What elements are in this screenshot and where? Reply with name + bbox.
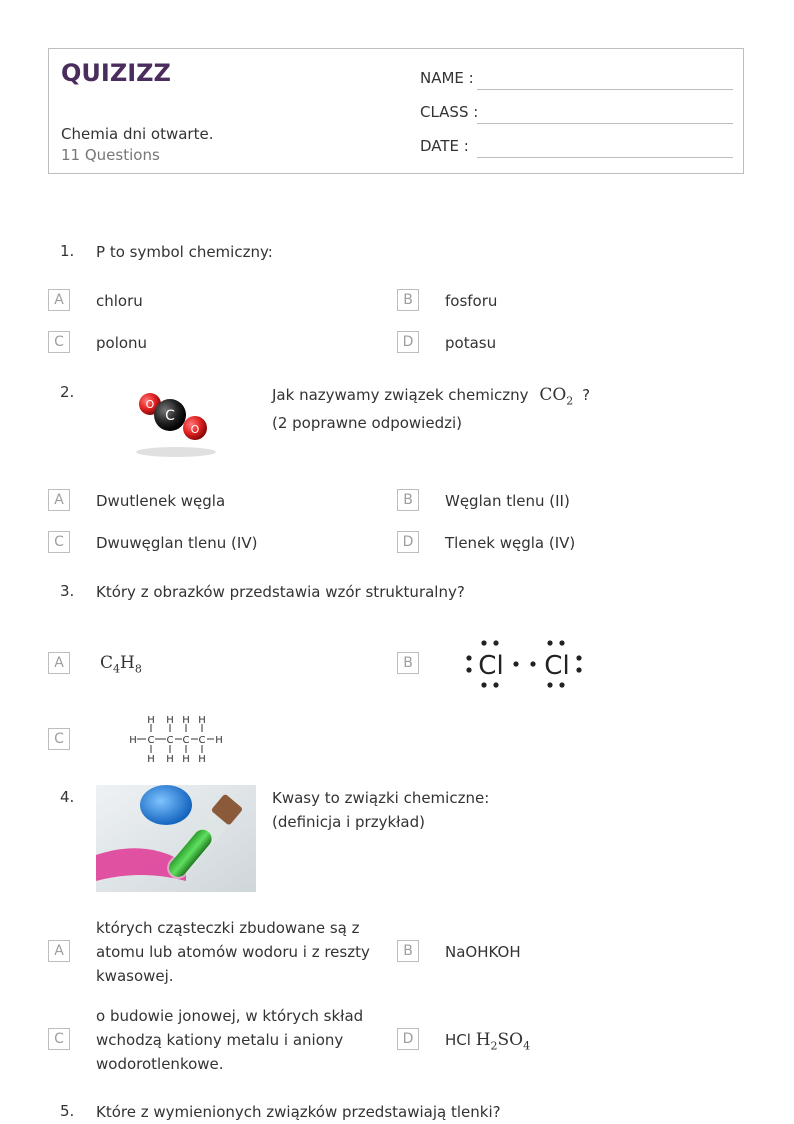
date-line[interactable] xyxy=(477,157,733,158)
cl-atom-right: Cl xyxy=(544,651,570,681)
question-number: 5. xyxy=(60,1102,75,1120)
option-letter-c[interactable]: C xyxy=(48,331,70,353)
question-number: 1. xyxy=(60,242,75,260)
carbon-label: C xyxy=(165,408,175,424)
option-letter-a[interactable]: A xyxy=(48,289,70,311)
option-letter-b[interactable]: B xyxy=(397,489,419,511)
worksheet-header xyxy=(48,48,744,174)
formula-subscript: 2 xyxy=(566,394,574,408)
formula-c: C xyxy=(100,653,114,673)
option-letter-c[interactable]: C xyxy=(48,1028,70,1050)
formula-h: H xyxy=(475,1030,491,1050)
option-c-text[interactable]: Dwuwęglan tlenu (IV) xyxy=(96,534,258,552)
formula-h-sub: 2 xyxy=(490,1039,498,1053)
option-letter-b[interactable]: B xyxy=(397,289,419,311)
lewis-structure-cl2[interactable] xyxy=(460,636,590,692)
c-atom: C xyxy=(198,735,206,746)
question-number: 3. xyxy=(60,582,75,600)
option-letter-b[interactable]: B xyxy=(397,940,419,962)
option-letter-c[interactable]: C xyxy=(48,728,70,750)
question-number: 2. xyxy=(60,383,75,401)
h-atom: H xyxy=(166,754,174,764)
co2-formula xyxy=(539,385,574,408)
cl-atom-left: Cl xyxy=(478,651,504,681)
option-a-text[interactable]: Dwutlenek węgla xyxy=(96,492,226,510)
question-text-before: Jak nazywamy związek chemiczny xyxy=(272,386,529,404)
h-atom: H xyxy=(198,715,206,726)
formula-h: H xyxy=(120,653,135,673)
option-letter-b[interactable]: B xyxy=(397,652,419,674)
co2-molecule-image xyxy=(128,382,224,462)
option-letter-d[interactable]: D xyxy=(397,331,419,353)
formula-c-sub: 4 xyxy=(113,662,121,676)
option-c-line: o budowie jonowej, w których skład xyxy=(96,1007,364,1025)
question-mark: ? xyxy=(582,386,591,404)
question-text-line2: (2 poprawne odpowiedzi) xyxy=(272,414,462,432)
c-atom: C xyxy=(166,735,174,746)
h-atom: H xyxy=(129,735,137,746)
option-a-line: atomu lub atomów wodoru i z reszty xyxy=(96,943,370,961)
hcl-text: HCl xyxy=(445,1031,471,1049)
quiz-title: Chemia dni otwarte. xyxy=(61,125,214,143)
formula-element: CO xyxy=(539,385,567,405)
quizizz-logo: QUIZIZZ xyxy=(61,59,171,87)
structural-formula-butane[interactable] xyxy=(128,712,228,764)
option-letter-c[interactable]: C xyxy=(48,531,70,553)
h-atom: H xyxy=(182,715,190,726)
c4h8-formula[interactable] xyxy=(100,651,142,681)
option-c-line: wodorotlenkowe. xyxy=(96,1055,224,1073)
h-atom: H xyxy=(198,754,206,764)
formula-o-sub: 4 xyxy=(523,1039,531,1053)
option-c-line: wchodzą kationy metalu i aniony xyxy=(96,1031,344,1049)
question-number: 4. xyxy=(60,788,75,806)
name-label: NAME : xyxy=(420,69,474,87)
option-letter-d[interactable]: D xyxy=(397,1028,419,1050)
question-text: P to symbol chemiczny: xyxy=(96,243,273,261)
question-text xyxy=(272,383,590,413)
option-d-text[interactable] xyxy=(445,1028,530,1058)
option-a-text[interactable]: chloru xyxy=(96,292,143,310)
date-label: DATE : xyxy=(420,137,469,155)
class-line[interactable] xyxy=(477,123,733,124)
option-letter-d[interactable]: D xyxy=(397,531,419,553)
option-a-text[interactable] xyxy=(96,916,370,988)
molecule-shadow xyxy=(136,447,216,457)
question-text-line2: (definicja i przykład) xyxy=(272,813,425,831)
h2so4-formula xyxy=(475,1030,531,1053)
test-tubes-image xyxy=(96,785,256,892)
option-letter-a[interactable]: A xyxy=(48,489,70,511)
option-a-line: kwasowej. xyxy=(96,967,174,985)
option-d-text[interactable]: potasu xyxy=(445,334,497,352)
oxygen-label-left: O xyxy=(145,398,155,411)
h-atom: H xyxy=(166,715,174,726)
c-atom: C xyxy=(147,735,155,746)
option-d-text[interactable]: Tlenek węgla (IV) xyxy=(445,534,576,552)
h-atom: H xyxy=(182,754,190,764)
option-letter-a[interactable]: A xyxy=(48,652,70,674)
h-atom: H xyxy=(147,754,155,764)
c-atom: C xyxy=(182,735,190,746)
question-text-line1: Kwasy to związki chemiczne: xyxy=(272,789,490,807)
formula-h-sub: 8 xyxy=(134,662,142,676)
option-b-text[interactable]: NaOHKOH xyxy=(445,943,521,961)
option-letter-a[interactable]: A xyxy=(48,940,70,962)
h-atom: H xyxy=(147,715,155,726)
oxygen-label-right: O xyxy=(190,423,200,436)
formula-so: SO xyxy=(497,1030,524,1050)
option-c-text[interactable]: polonu xyxy=(96,334,148,352)
class-label: CLASS : xyxy=(420,103,479,121)
option-a-line: których cząsteczki zbudowane są z xyxy=(96,919,360,937)
option-c-text[interactable] xyxy=(96,1004,363,1076)
question-count: 11 Questions xyxy=(61,146,160,164)
blue-flask xyxy=(140,785,192,825)
question-text: Które z wymienionych związków przedstawiają tlenki? xyxy=(96,1103,501,1121)
option-b-text[interactable]: Węglan tlenu (II) xyxy=(445,492,570,510)
name-line[interactable] xyxy=(477,89,733,90)
h-atom: H xyxy=(215,735,223,746)
option-b-text[interactable]: fosforu xyxy=(445,292,498,310)
question-text: Który z obrazków przedstawia wzór strukturalny? xyxy=(96,583,465,601)
